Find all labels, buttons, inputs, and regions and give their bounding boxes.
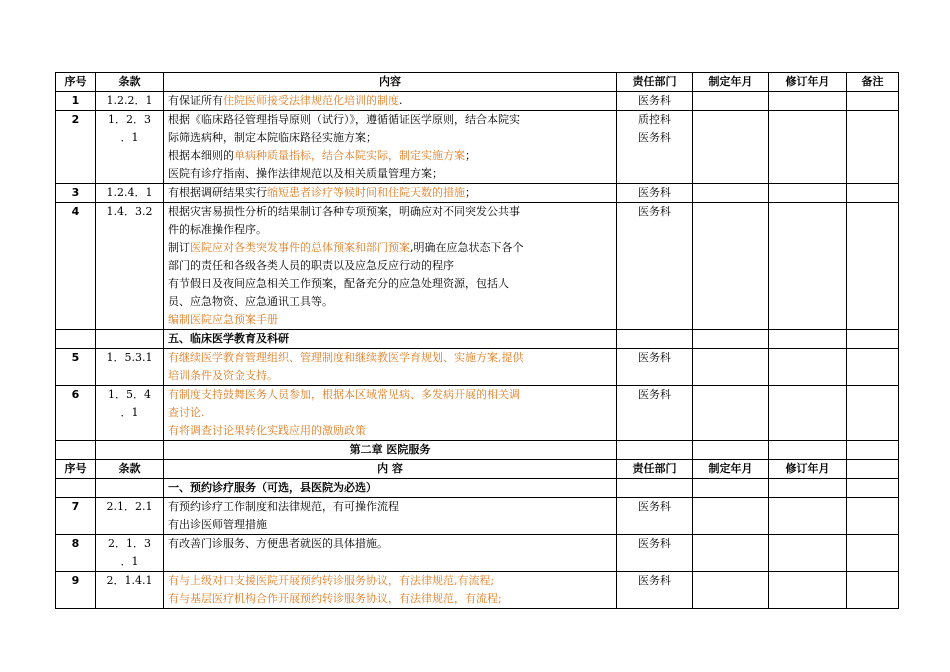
row-content bbox=[164, 535, 617, 572]
header-revised: 修订年月 bbox=[769, 73, 847, 92]
table-row bbox=[56, 92, 899, 111]
row-clause bbox=[96, 92, 164, 111]
content-text: 制订 bbox=[168, 241, 190, 254]
header-seq: 序号 bbox=[56, 73, 96, 92]
clause-text: ．1 bbox=[120, 555, 139, 568]
content-line bbox=[168, 239, 612, 257]
content-line bbox=[168, 203, 612, 221]
header-dept: 责任部门 bbox=[617, 73, 693, 92]
empty-cell bbox=[96, 479, 164, 498]
clause-text: 1．5．4 bbox=[108, 388, 151, 401]
content-line bbox=[168, 293, 612, 311]
header2-dept: 责任部门 bbox=[617, 460, 693, 479]
table-row bbox=[56, 349, 899, 386]
table-row bbox=[56, 535, 899, 572]
row-note bbox=[847, 203, 899, 330]
content-line bbox=[168, 590, 612, 608]
highlighted-text: 住院医师接受法律规范化培训的制度 bbox=[223, 94, 399, 107]
row-seq: 4 bbox=[56, 203, 96, 330]
section-title-appointment-row bbox=[56, 479, 899, 498]
table-row bbox=[56, 203, 899, 330]
dept-text: 医务科 bbox=[638, 131, 671, 144]
header2-content: 内 容 bbox=[164, 460, 617, 479]
row-clause bbox=[96, 572, 164, 609]
row-dept bbox=[617, 184, 693, 203]
content-text: 有根据调研结果实行 bbox=[168, 186, 267, 199]
row-clause bbox=[96, 498, 164, 535]
dept-text: 医务科 bbox=[638, 388, 671, 401]
header2-revised: 修订年月 bbox=[769, 460, 847, 479]
row-content bbox=[164, 111, 617, 184]
content-text: 有节假日及夜间应急相关工作预案，配备充分的应急处理资源，包括人 bbox=[168, 277, 509, 290]
section-title-education: 五、临床医学教育及科研 bbox=[164, 330, 617, 349]
row-revised bbox=[769, 349, 847, 386]
content-text: 员、应急物资、应急通讯工具等。 bbox=[168, 295, 333, 308]
table-header-row-2 bbox=[56, 460, 899, 479]
content-text: 医院有诊疗指南、操作法律规范以及相关质量管理方案； bbox=[168, 167, 443, 180]
content-line bbox=[168, 165, 612, 183]
clause-text: 2.1．2.1 bbox=[106, 500, 153, 513]
content-text: ； bbox=[465, 186, 476, 199]
empty-cell bbox=[847, 479, 899, 498]
content-text: 际筛选病种，制定本院临床路径实施方案； bbox=[168, 131, 377, 144]
row-note bbox=[847, 111, 899, 184]
dept-text: 医务科 bbox=[638, 537, 671, 550]
row-dept bbox=[617, 92, 693, 111]
content-line bbox=[168, 535, 612, 553]
row-made bbox=[693, 572, 769, 609]
highlighted-text: 单病种质量指标，结合本院实际，制定实施方案 bbox=[234, 149, 465, 162]
empty-cell bbox=[617, 330, 693, 349]
clause-text: ．1 bbox=[120, 131, 139, 144]
empty-cell bbox=[96, 441, 164, 460]
content-line bbox=[168, 572, 612, 590]
header2-seq: 序号 bbox=[56, 460, 96, 479]
highlighted-text: 医院应对各类突发事件的总体预案和部门预案 bbox=[190, 241, 410, 254]
content-text: ； bbox=[465, 149, 476, 162]
row-content bbox=[164, 498, 617, 535]
chapter-title: 第二章 医院服务 bbox=[164, 441, 617, 460]
row-revised bbox=[769, 111, 847, 184]
row-revised bbox=[769, 184, 847, 203]
row-revised bbox=[769, 498, 847, 535]
clause-text: 1．5.3.1 bbox=[106, 351, 153, 364]
header-clause: 条款 bbox=[96, 73, 164, 92]
content-text: 根据灾害易损性分析的结果制订各种专项预案，明确应对不同突发公共事 bbox=[168, 205, 520, 218]
content-line bbox=[168, 257, 612, 275]
dept-text: 医务科 bbox=[638, 500, 671, 513]
table-row bbox=[56, 111, 899, 184]
table-header-row bbox=[56, 73, 899, 92]
row-made bbox=[693, 498, 769, 535]
row-made bbox=[693, 535, 769, 572]
row-clause bbox=[96, 111, 164, 184]
content-line bbox=[168, 498, 612, 516]
empty-cell bbox=[847, 330, 899, 349]
content-text: . bbox=[399, 94, 403, 107]
content-line bbox=[168, 92, 612, 110]
content-line bbox=[168, 349, 612, 367]
content-line bbox=[168, 386, 612, 404]
empty-cell bbox=[693, 441, 769, 460]
header2-clause: 条款 bbox=[96, 460, 164, 479]
content-line bbox=[168, 311, 612, 329]
row-made bbox=[693, 349, 769, 386]
row-seq: 8 bbox=[56, 535, 96, 572]
row-clause bbox=[96, 535, 164, 572]
content-text: 有预约诊疗工作制度和法律规范，有可操作流程 bbox=[168, 500, 399, 513]
empty-cell bbox=[693, 330, 769, 349]
row-revised bbox=[769, 535, 847, 572]
highlighted-text: 培训条件及资金支持。 bbox=[168, 369, 278, 382]
dept-text: 医务科 bbox=[638, 186, 671, 199]
empty-cell bbox=[769, 330, 847, 349]
content-line bbox=[168, 516, 612, 534]
section-title-appointment: 一、预约诊疗服务（可选，县医院为必选） bbox=[164, 479, 617, 498]
header2-made: 制定年月 bbox=[693, 460, 769, 479]
table-row bbox=[56, 386, 899, 441]
empty-cell bbox=[56, 441, 96, 460]
row-made bbox=[693, 386, 769, 441]
content-text: 有改善门诊服务、方便患者就医的具体措施。 bbox=[168, 537, 388, 550]
row-made bbox=[693, 111, 769, 184]
row-note bbox=[847, 184, 899, 203]
clause-text: 1．2．3 bbox=[108, 113, 151, 126]
row-seq: 3 bbox=[56, 184, 96, 203]
row-made bbox=[693, 203, 769, 330]
content-line bbox=[168, 404, 612, 422]
header-content: 内容 bbox=[164, 73, 617, 92]
row-content bbox=[164, 184, 617, 203]
content-line bbox=[168, 147, 612, 165]
clause-text: 1.2.2．1 bbox=[106, 94, 153, 107]
content-text: ,明确在应急状态下各个 bbox=[410, 241, 524, 254]
empty-cell bbox=[617, 441, 693, 460]
row-note bbox=[847, 349, 899, 386]
row-note bbox=[847, 386, 899, 441]
content-line bbox=[168, 221, 612, 239]
row-seq: 7 bbox=[56, 498, 96, 535]
content-text: 部门的责任和各级各类人员的职责以及应急反应行动的程序 bbox=[168, 259, 454, 272]
dept-text: 医务科 bbox=[638, 574, 671, 587]
empty-cell bbox=[693, 479, 769, 498]
row-made bbox=[693, 92, 769, 111]
row-seq: 5 bbox=[56, 349, 96, 386]
content-line bbox=[168, 422, 612, 440]
clause-text: 2．1.4.1 bbox=[106, 574, 153, 587]
row-dept bbox=[617, 203, 693, 330]
dept-text: 医务科 bbox=[638, 94, 671, 107]
row-dept bbox=[617, 349, 693, 386]
content-text: 有出诊医师管理措施 bbox=[168, 518, 267, 531]
regulation-table bbox=[55, 72, 899, 609]
highlighted-text: 查讨论. bbox=[168, 406, 205, 419]
chapter-title-row bbox=[56, 441, 899, 460]
highlighted-text: 有制度支持鼓舞医务人员参加，根据本区域常见病、多发病开展的相关调 bbox=[168, 388, 520, 401]
row-made bbox=[693, 184, 769, 203]
section-title-education-row bbox=[56, 330, 899, 349]
clause-text: 1.2.4．1 bbox=[106, 186, 153, 199]
row-note bbox=[847, 572, 899, 609]
dept-text: 医务科 bbox=[638, 205, 671, 218]
empty-cell bbox=[56, 330, 96, 349]
row-content bbox=[164, 349, 617, 386]
highlighted-text: 有与上级对口支援医院开展预约转诊服务协议，有法律规范,有流程; bbox=[168, 574, 495, 587]
content-text: 根据《临床路径管理指导原则（试行）》，遵循循证医学原则，结合本院实 bbox=[168, 113, 520, 126]
empty-cell bbox=[769, 441, 847, 460]
header-note: 备注 bbox=[847, 73, 899, 92]
row-note bbox=[847, 498, 899, 535]
row-dept bbox=[617, 572, 693, 609]
row-seq: 9 bbox=[56, 572, 96, 609]
content-line bbox=[168, 129, 612, 147]
highlighted-text: 编制医院应急预案手册 bbox=[168, 313, 278, 326]
clause-text: 2．1．3 bbox=[108, 537, 151, 550]
header-made: 制定年月 bbox=[693, 73, 769, 92]
row-dept bbox=[617, 535, 693, 572]
clause-text: 1.4．3.2 bbox=[106, 205, 153, 218]
content-text: 根据本细则的 bbox=[168, 149, 234, 162]
row-clause bbox=[96, 184, 164, 203]
row-seq: 6 bbox=[56, 386, 96, 441]
table-row bbox=[56, 498, 899, 535]
row-clause bbox=[96, 386, 164, 441]
row-seq: 1 bbox=[56, 92, 96, 111]
row-content bbox=[164, 92, 617, 111]
highlighted-text: 有继续医学教育管理组织、管理制度和继续教医学育规划、实施方案,提供 bbox=[168, 351, 524, 364]
row-clause bbox=[96, 203, 164, 330]
empty-cell bbox=[769, 479, 847, 498]
content-text: 有保证所有 bbox=[168, 94, 223, 107]
dept-text: 医务科 bbox=[638, 351, 671, 364]
row-dept bbox=[617, 498, 693, 535]
row-content bbox=[164, 386, 617, 441]
clause-text: ．1 bbox=[120, 406, 139, 419]
table-row bbox=[56, 184, 899, 203]
content-line bbox=[168, 184, 612, 202]
highlighted-text: 有与基层医疗机构合作开展预约转诊服务协议，有法律规范，有流程; bbox=[168, 592, 502, 605]
empty-cell bbox=[96, 330, 164, 349]
row-dept bbox=[617, 111, 693, 184]
content-text: 件的标准操作程序。 bbox=[168, 223, 267, 236]
table-row bbox=[56, 572, 899, 609]
row-revised bbox=[769, 572, 847, 609]
row-content bbox=[164, 203, 617, 330]
row-clause bbox=[96, 349, 164, 386]
content-line bbox=[168, 275, 612, 293]
content-line bbox=[168, 367, 612, 385]
row-revised bbox=[769, 386, 847, 441]
empty-cell bbox=[617, 479, 693, 498]
header2-note bbox=[847, 460, 899, 479]
highlighted-text: 缩短患者诊疗等候时间和住院天数的措施 bbox=[267, 186, 465, 199]
empty-cell bbox=[56, 479, 96, 498]
row-note bbox=[847, 92, 899, 111]
row-revised bbox=[769, 203, 847, 330]
row-seq: 2 bbox=[56, 111, 96, 184]
row-dept bbox=[617, 386, 693, 441]
empty-cell bbox=[847, 441, 899, 460]
row-revised bbox=[769, 92, 847, 111]
dept-text: 质控科 bbox=[638, 113, 671, 126]
row-content bbox=[164, 572, 617, 609]
highlighted-text: 有将调查讨论果转化实践应用的激励政策 bbox=[168, 424, 366, 437]
content-line bbox=[168, 111, 612, 129]
row-note bbox=[847, 535, 899, 572]
